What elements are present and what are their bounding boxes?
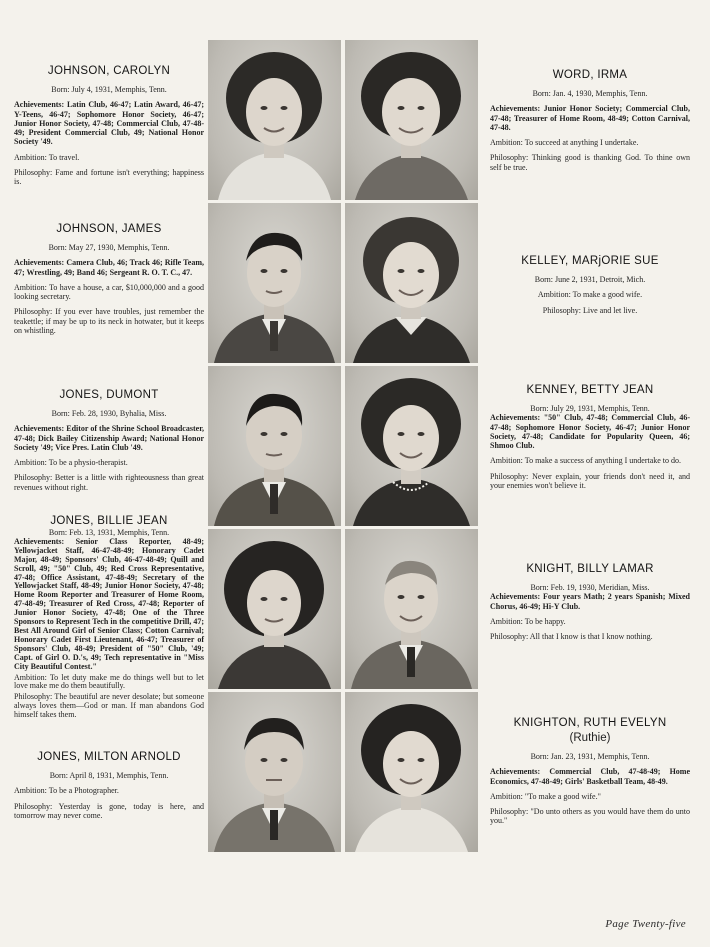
ambition: Ambition: To make a good wife. [537, 290, 643, 300]
student-name: KNIGHTON, RUTH EVELYN [513, 717, 667, 729]
entry-jones-dumont [14, 388, 204, 498]
achievements-label: Achievements: [14, 536, 65, 546]
achievements [490, 413, 690, 450]
ambition: Ambition: To be happy. [490, 616, 566, 626]
achievements-label: Achievements: [490, 767, 541, 777]
portrait-jones-billie-jean [208, 529, 341, 689]
portrait-johnson-james [208, 203, 341, 363]
student-name: JONES, DUMONT [59, 389, 159, 401]
entry-knighton-ruth-evelyn [490, 716, 690, 832]
birth-info: Born: July 4, 1931, Memphis, Tenn. [51, 85, 167, 94]
achievements [14, 100, 204, 146]
achievements-text: "50" Club, 47-48; Commercial Club, 46-47-48; Sophomore Honor Society, 46-47; Junior Honor Society, 47-48; Candidate for Popularity Queen, 46; Shmoo Club. [490, 413, 691, 451]
birth-info: Born: April 8, 1931, Memphis, Tenn. [49, 771, 169, 780]
philosophy: Philosophy: Yesterday is gone, today is here, and tomorrow may never come. [14, 801, 204, 820]
achievements-text: Latin Club, 46-47; Latin Award, 46-47; Y-Teens, 46-47; Sophomore Honor Society, 46-47; Junior Honor Society, 47-48; Commercial Club, 47-48-49; President Commercial Club, 49; National Honor Society '49. [14, 100, 205, 147]
portrait-grid [208, 40, 482, 852]
entry-jones-milton-arnold [14, 750, 204, 826]
ambition: Ambition: "To make a good wife." [490, 791, 601, 801]
ambition: Ambition: To succeed at anything I undertake. [490, 138, 639, 148]
achievements-label: Achievements: [14, 258, 65, 268]
philosophy: Philosophy: If you ever have troubles, just remember the teakettle; if may be up to its neck in hotwater, but it keeps on whistling. [14, 307, 204, 336]
portrait-kenney-betty-jean [345, 366, 478, 526]
philosophy: Philosophy: The beautiful are never desolate; but someone always loves them—God or man. If man abandons God himself takes them. [14, 692, 204, 720]
student-nickname: (Ruthie) [569, 732, 611, 744]
birth-info: Born: June 2, 1931, Detroit, Mich. [534, 275, 646, 284]
achievements [14, 538, 204, 672]
philosophy: Philosophy: Never explain, your friends don't need it, and your enemies won't believe it. [490, 471, 690, 491]
philosophy: Philosophy: Fame and fortune isn't everything; happiness is. [14, 168, 204, 187]
birth-info: Born: Feb. 19, 1930, Meridian, Miss. [530, 583, 650, 592]
portrait-knight-billy-lamar [345, 529, 478, 689]
birth-info: Born: Jan. 4, 1930, Memphis, Tenn. [532, 89, 648, 98]
birth-info: Born: Feb. 28, 1930, Byhalia, Miss. [51, 409, 167, 418]
achievements-label: Achievements: [490, 592, 541, 602]
birth-info: Born: Jan. 23, 1931, Memphis, Tenn. [530, 752, 650, 761]
philosophy: Philosophy: Thinking good is thanking God. To thine own self be true. [490, 153, 690, 172]
portrait-kelley-marjorie-sue [345, 203, 478, 363]
philosophy: Philosophy: Better is a little with righteousness than great revenues without right. [14, 473, 204, 492]
portrait-johnson-carolyn [208, 40, 341, 200]
student-name: JOHNSON, JAMES [56, 223, 162, 235]
achievements-text: Commercial Club, 47-48-49; Home Economics, 47-48-49; Girls' Basketball Team, 48-49. [490, 767, 691, 786]
birth-info: Born: July 29, 1931, Memphis, Tenn. [530, 404, 650, 413]
entry-kenney-betty-jean [490, 383, 690, 496]
entry-word-irma [490, 68, 690, 178]
student-name: JONES, BILLIE JEAN [50, 515, 168, 527]
student-name: KNIGHT, BILLY LAMAR [526, 563, 654, 575]
ambition: Ambition: To be a physio-therapist. [14, 458, 128, 468]
entry-kelley-marjorie-sue [490, 254, 690, 321]
achievements-label: Achievements: [14, 424, 65, 434]
achievements-label: Achievements: [14, 100, 65, 110]
ambition: Ambition: To travel. [14, 152, 80, 162]
achievements [490, 592, 690, 611]
ambition: Ambition: To have a house, a car, $10,000,000 and a good looking secretary. [14, 282, 204, 302]
achievements-label: Achievements: [490, 104, 541, 114]
student-name: JOHNSON, CAROLYN [47, 65, 171, 77]
entry-johnson-james [14, 222, 204, 341]
entry-knight-billy-lamar [490, 562, 690, 647]
student-name: WORD, IRMA [552, 69, 628, 81]
student-name: KENNEY, BETTY JEAN [526, 384, 654, 396]
page-number: Page Twenty-five [605, 918, 686, 930]
achievements-text: Junior Honor Society; Commercial Club, 47-48; Treasurer of Home Room, 48-49; Cotton Carnival, 47-48. [490, 104, 690, 132]
entry-jones-billie-jean [14, 514, 204, 722]
achievements-label: Achievements: [490, 413, 541, 423]
entry-johnson-carolyn [14, 64, 204, 193]
ambition: Ambition: To let duty make me do things well but to let love make me do them beautifully. [14, 672, 204, 691]
philosophy: Philosophy: All that I know is that I know nothing. [490, 632, 653, 642]
achievements-text: Camera Club, 46; Track 46; Rifle Team, 47; Wrestling, 49; Band 46; Sergeant R. O. T. C., 47. [14, 258, 204, 277]
achievements [14, 258, 204, 277]
ambition: Ambition: To be a Photographer. [14, 786, 119, 796]
portrait-word-irma [345, 40, 478, 200]
birth-info: Born: Feb. 13, 1931, Memphis, Tenn. [48, 528, 170, 537]
achievements [490, 767, 690, 786]
philosophy: Philosophy: Live and let live. [542, 305, 638, 315]
portrait-knighton-ruth-evelyn [345, 692, 478, 852]
achievements-text: Four years Math; 2 years Spanish; Mixed Chorus, 46-49; Hi-Y Club. [490, 592, 691, 611]
philosophy: Philosophy: "Do unto others as you would have them do unto you." [490, 807, 690, 826]
achievements [490, 104, 690, 132]
achievements [14, 424, 204, 452]
student-name: KELLEY, MARjORIE SUE [521, 255, 659, 267]
portrait-jones-milton-arnold [208, 692, 341, 852]
achievements-text: Senior Class Reporter, 48-49; Yellowjacket Staff, 46-47-48-49; Honorary Cadet Major, 48-49; Sponsors' Club, 46-47-48-49; Quill and Scroll, 49; "50" Club, 49; Red Cross Representative, 47-48; Office Assistant, 47-48-49; Secretary of the Yellowjacket Staff, 48-49; Junior Honor Society, 47-48; Home Room Reporter and Treasurer of Home Room, 47-48-49; Treasurer of Red Cross, 47-48; Reporter of Junior Honor Society, 47-48; One of the Three Sponsors to Represent Tech in the competitive Drill, 47; Best All Around Girl of Senior Class; Cotton Carnival; Honorary Cadet First Lieutenant, 46-47; Treasurer of Sponsors' Club, 48-49; President of "50" Club, '49; Capt. of Girl O. D.'s, 49; Tech representative in "Miss City Beautiful Contest." [14, 536, 204, 671]
portrait-jones-dumont [208, 366, 341, 526]
student-name: JONES, MILTON ARNOLD [37, 751, 181, 763]
birth-info: Born: May 27, 1930, Memphis, Tenn. [48, 243, 170, 252]
ambition: Ambition: To make a success of anything I undertake to do. [490, 456, 682, 466]
achievements-text: Editor of the Shrine School Broadcaster, 47-48; Dick Bailey Citizenship Award; National Honor Society '49; Vice Pres. Latin Club '49. [14, 424, 205, 452]
